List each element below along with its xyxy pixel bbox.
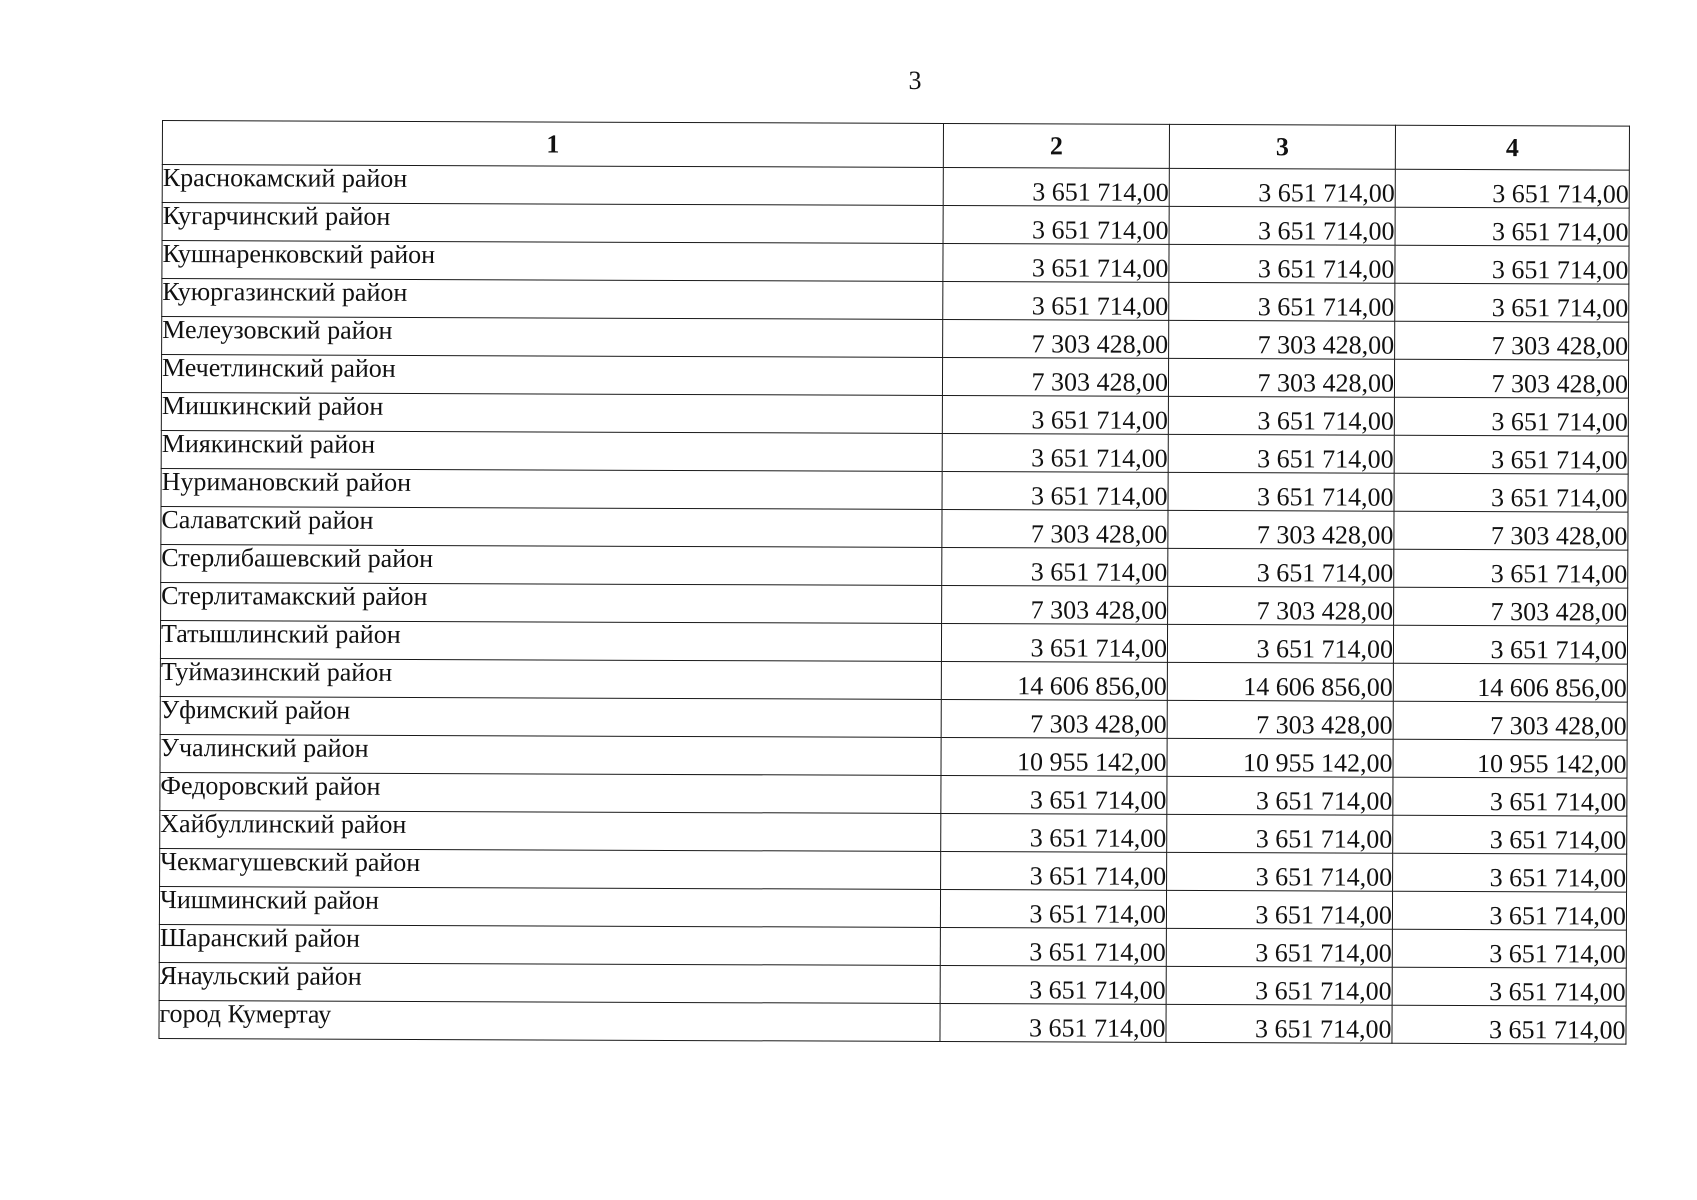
table-row	[159, 924, 1626, 968]
value-col-4-cell: 3 651 714,00	[1395, 283, 1629, 322]
value-col-3-cell: 3 651 714,00	[1166, 890, 1392, 929]
value-col-4-cell: 3 651 714,00	[1393, 777, 1627, 816]
value-col-4-cell: 3 651 714,00	[1392, 967, 1626, 1006]
table-header	[162, 121, 1629, 171]
value-col-4-cell: 3 651 714,00	[1392, 929, 1626, 968]
value-col-3-cell: 3 651 714,00	[1169, 206, 1395, 245]
value-col-3-cell: 7 303 428,00	[1168, 510, 1394, 549]
value-col-2-cell: 3 651 714,00	[942, 471, 1168, 510]
district-name-cell: Стерлибашевский район	[161, 544, 942, 585]
header-col-1: 1	[162, 121, 943, 168]
table-row	[160, 848, 1627, 892]
header-col-4: 4	[1395, 125, 1629, 170]
value-col-2-cell: 7 303 428,00	[942, 585, 1168, 624]
value-col-2-cell: 3 651 714,00	[940, 965, 1166, 1004]
value-col-4-cell: 3 651 714,00	[1395, 169, 1629, 208]
district-name-cell: Нуримановский район	[161, 468, 942, 509]
district-name-cell: Салаватский район	[161, 506, 942, 547]
header-row	[162, 121, 1629, 171]
value-col-2-cell: 3 651 714,00	[943, 168, 1169, 207]
value-col-3-cell: 3 651 714,00	[1169, 168, 1395, 207]
value-col-2-cell: 3 651 714,00	[941, 851, 1167, 890]
district-name-cell: Мелеузовский район	[162, 317, 943, 358]
value-col-2-cell: 7 303 428,00	[942, 509, 1168, 548]
table-row	[160, 658, 1627, 702]
header-col-3: 3	[1169, 124, 1395, 169]
value-col-2-cell: 7 303 428,00	[942, 357, 1168, 396]
table-row	[159, 886, 1626, 930]
value-col-3-cell: 3 651 714,00	[1169, 282, 1395, 321]
value-col-3-cell: 3 651 714,00	[1167, 624, 1393, 663]
district-name-cell: город Кумертау	[159, 1000, 940, 1041]
table-row	[160, 696, 1627, 740]
district-name-cell: Чишминский район	[159, 886, 940, 927]
district-name-cell: Кушнаренковский район	[162, 241, 943, 282]
district-name-cell: Кугарчинский район	[162, 203, 943, 244]
table-row	[159, 962, 1626, 1006]
district-name-cell: Федоровский район	[160, 772, 941, 813]
district-name-cell: Хайбуллинский район	[160, 810, 941, 851]
table-row	[161, 468, 1628, 512]
value-col-3-cell: 7 303 428,00	[1167, 700, 1393, 739]
header-col-2: 2	[943, 124, 1169, 169]
district-name-cell: Шаранский район	[159, 924, 940, 965]
table-body	[159, 165, 1629, 1045]
allocation-table	[158, 120, 1630, 1045]
value-col-2-cell: 3 651 714,00	[943, 243, 1169, 282]
value-col-3-cell: 14 606 856,00	[1167, 662, 1393, 701]
district-name-cell: Туймазинский район	[160, 658, 941, 699]
value-col-4-cell: 3 651 714,00	[1392, 1005, 1626, 1044]
value-col-2-cell: 3 651 714,00	[940, 889, 1166, 928]
value-col-4-cell: 3 651 714,00	[1395, 207, 1629, 246]
value-col-4-cell: 7 303 428,00	[1395, 321, 1629, 360]
value-col-3-cell: 3 651 714,00	[1169, 244, 1395, 283]
value-col-4-cell: 3 651 714,00	[1394, 549, 1628, 588]
value-col-3-cell: 3 651 714,00	[1168, 548, 1394, 587]
value-col-4-cell: 10 955 142,00	[1393, 739, 1627, 778]
value-col-4-cell: 3 651 714,00	[1393, 815, 1627, 854]
district-name-cell: Уфимский район	[160, 696, 941, 737]
district-name-cell: Чекмагушевский район	[160, 848, 941, 889]
value-col-2-cell: 14 606 856,00	[941, 661, 1167, 700]
value-col-2-cell: 7 303 428,00	[941, 699, 1167, 738]
value-col-4-cell: 3 651 714,00	[1394, 397, 1628, 436]
value-col-2-cell: 3 651 714,00	[941, 623, 1167, 662]
value-col-4-cell: 3 651 714,00	[1394, 435, 1628, 474]
value-col-3-cell: 3 651 714,00	[1167, 852, 1393, 891]
district-name-cell: Мишкинский район	[161, 392, 942, 433]
value-col-3-cell: 3 651 714,00	[1167, 814, 1393, 853]
district-name-cell: Янаульский район	[159, 962, 940, 1003]
district-name-cell: Мечетлинский район	[161, 355, 942, 396]
district-name-cell: Краснокамский район	[162, 165, 943, 206]
value-col-2-cell: 3 651 714,00	[943, 281, 1169, 320]
value-col-3-cell: 3 651 714,00	[1168, 472, 1394, 511]
table-row	[159, 1000, 1626, 1044]
value-col-4-cell: 3 651 714,00	[1395, 245, 1629, 284]
value-col-3-cell: 3 651 714,00	[1168, 434, 1394, 473]
value-col-3-cell: 3 651 714,00	[1166, 1004, 1392, 1043]
district-name-cell: Татышлинский район	[160, 620, 941, 661]
value-col-2-cell: 7 303 428,00	[943, 319, 1169, 358]
district-name-cell: Куюргазинский район	[162, 279, 943, 320]
value-col-3-cell: 7 303 428,00	[1169, 320, 1395, 359]
value-col-4-cell: 7 303 428,00	[1393, 701, 1627, 740]
value-col-3-cell: 3 651 714,00	[1166, 966, 1392, 1005]
value-col-4-cell: 7 303 428,00	[1394, 587, 1628, 626]
value-col-3-cell: 7 303 428,00	[1168, 358, 1394, 397]
value-col-2-cell: 3 651 714,00	[942, 547, 1168, 586]
value-col-3-cell: 7 303 428,00	[1168, 586, 1394, 625]
value-col-2-cell: 3 651 714,00	[942, 433, 1168, 472]
value-col-2-cell: 3 651 714,00	[941, 813, 1167, 852]
table-row	[161, 392, 1628, 436]
district-name-cell: Стерлитамакский район	[161, 582, 942, 623]
value-col-3-cell: 3 651 714,00	[1166, 928, 1392, 967]
value-col-4-cell: 7 303 428,00	[1394, 359, 1628, 398]
page-number: 3	[908, 66, 922, 95]
value-col-4-cell: 3 651 714,00	[1393, 853, 1627, 892]
district-name-cell: Учалинский район	[160, 734, 941, 775]
district-name-cell: Миякинский район	[161, 430, 942, 471]
value-col-2-cell: 3 651 714,00	[941, 775, 1167, 814]
value-col-4-cell: 14 606 856,00	[1393, 663, 1627, 702]
value-col-4-cell: 3 651 714,00	[1393, 625, 1627, 664]
value-col-4-cell: 3 651 714,00	[1392, 891, 1626, 930]
value-col-3-cell: 10 955 142,00	[1167, 738, 1393, 777]
value-col-2-cell: 3 651 714,00	[943, 206, 1169, 245]
value-col-4-cell: 3 651 714,00	[1394, 473, 1628, 512]
value-col-2-cell: 3 651 714,00	[942, 395, 1168, 434]
value-col-2-cell: 10 955 142,00	[941, 737, 1167, 776]
value-col-2-cell: 3 651 714,00	[940, 927, 1166, 966]
value-col-3-cell: 3 651 714,00	[1168, 396, 1394, 435]
value-col-3-cell: 3 651 714,00	[1167, 776, 1393, 815]
value-col-4-cell: 7 303 428,00	[1394, 511, 1628, 550]
value-col-2-cell: 3 651 714,00	[940, 1003, 1166, 1042]
